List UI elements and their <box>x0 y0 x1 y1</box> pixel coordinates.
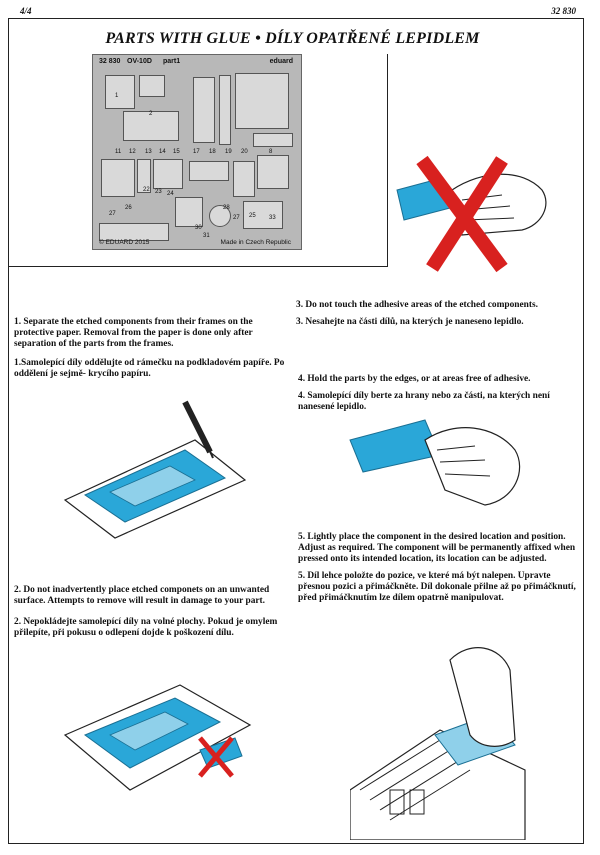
separate-parts-illustration <box>55 400 255 540</box>
fret-model: OV-10D <box>127 58 152 65</box>
no-touch-illustration <box>392 150 562 280</box>
part-12 <box>233 161 255 197</box>
divider-vertical <box>387 54 388 266</box>
fret-code: 32 830 <box>99 58 121 65</box>
page-title: PARTS WITH GLUE • DÍLY OPATŘENÉ LEPIDLEM <box>105 30 480 47</box>
step-1-en: 1. Separate the etched components from their frames on the protective paper. Removal from the paper is done only after separation of the parts from the frames. <box>14 317 253 349</box>
part-4 <box>193 77 215 143</box>
fret-part: part1 <box>163 58 181 65</box>
fret-brand: eduard <box>269 58 293 65</box>
step-4-text <box>298 374 578 413</box>
fret-copyright: © EDUARD 2015 <box>99 239 150 246</box>
hold-edges-illustration <box>345 410 535 520</box>
step-5-cz: 5. Díl lehce položte do pozice, ve které má být nalepen. Upravte přesnou pozici a přimáčkněte. Díl dokonale přilne až po přimáčknutí, před přimáčknutím lze dílem opatrně manipulovat. <box>298 571 576 603</box>
photo-etch-fret: 32 830 OV-10D part1 eduard 1 2 11 12 13 14 15 17 18 19 20 8 22 23 24 27 26 28 27 25 33 30 31 © EDUARD 2015 Made in Czech Republic <box>92 54 302 250</box>
part-7 <box>253 133 293 147</box>
step-4-cz: 4. Samolepící díly berte za hrany nebo za části, na kterých není nanesené lepidlo. <box>298 391 550 412</box>
fret-made-in: Made in Czech Republic <box>220 239 291 246</box>
part-1 <box>105 75 135 109</box>
step-3-en: 3. Do not touch the adhesive areas of the etched components. <box>296 300 539 310</box>
part-2 <box>139 75 165 97</box>
part-5 <box>219 75 231 145</box>
press-part-illustration <box>350 640 530 840</box>
step-2-en: 2. Do not inadvertently place etched componets on an unwanted surface. Attempts to remove will result in damage to your part. <box>14 585 270 606</box>
step-3-cz: 3. Nesahejte na části dílů, na kterých je naneseno lepidlo. <box>296 317 524 327</box>
step-1-text <box>14 317 294 380</box>
step-3-text <box>296 300 578 328</box>
part-11 <box>189 161 229 181</box>
divider-horizontal <box>8 266 388 267</box>
page-number: 4/4 <box>20 6 32 16</box>
part-10 <box>153 159 183 189</box>
step-2-cz: 2. Nepokládejte samolepící díly na volné plochy. Pokud je omylem přilepíte, při pokusu o odlepení dojde k poškození dílu. <box>14 617 278 638</box>
step-5-text <box>298 532 580 604</box>
step-2-text <box>14 585 294 639</box>
part-15 <box>175 197 203 227</box>
product-code: 32 830 <box>551 6 576 16</box>
step-1-cz: 1.Samolepící díly oddělujte od rámečku na podkladovém papíře. Po oddělení je sejmě- krycího papíru. <box>14 358 285 379</box>
step-5-en: 5. Lightly place the component in the desired location and position. Adjust as required. The component will be permanently affixed when pressed onto its intended location, its location can be adjusted. <box>298 532 576 564</box>
part-8 <box>101 159 135 197</box>
part-13 <box>257 155 289 189</box>
step-4-en: 4. Hold the parts by the edges, or at areas free of adhesive. <box>298 374 531 384</box>
wrong-surface-illustration <box>60 680 260 810</box>
part-6 <box>235 73 289 129</box>
